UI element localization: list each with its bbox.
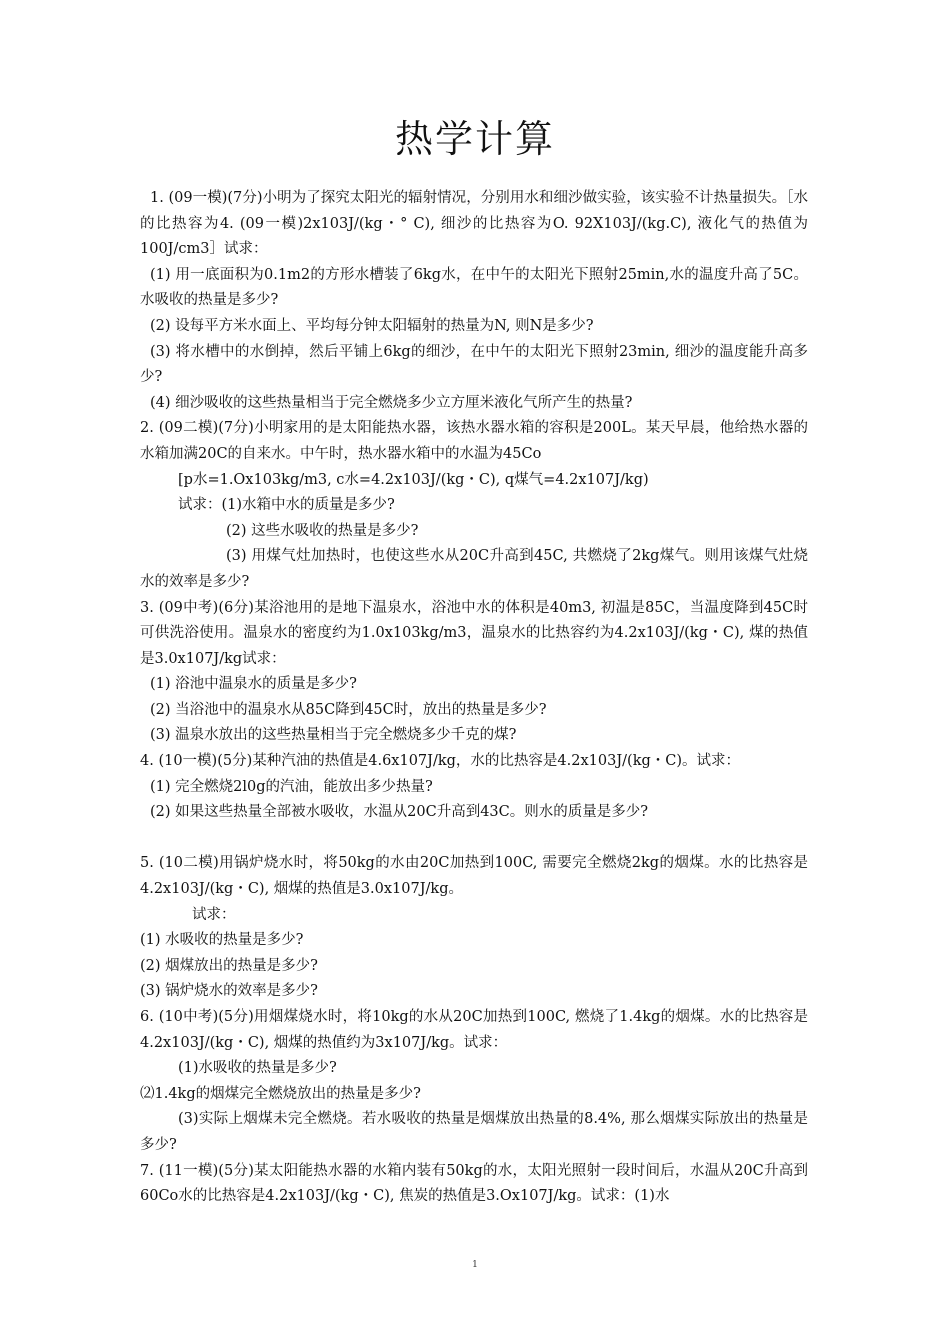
question-3-part-1: (1) 浴池中温泉水的质量是多少? [150,676,357,693]
question-1-part-2: (2) 设每平方米水面上、平均每分钟太阳辐射的热量为N, 则N是多少? [150,317,594,334]
question-2-stem: 2. (09二模)(7分)小明家用的是太阳能热水器，该热水器水箱的容积是200L。某天早晨，他给热水器的水箱加满20C的自来水。中午时，热水器水箱中的水温为45Co [140,420,808,462]
question-2-part-3: (3) 用煤气灶加热时，也使这些水从20C升高到45C, 共燃烧了2kg煤气。则用该煤气灶烧水的效率是多少? [140,548,808,590]
page-title: 热学计算 [394,117,555,161]
question-2-part-2: (2) 这些水吸收的热量是多少? [226,522,419,539]
question-5-prompt: 试求： [192,906,236,923]
question-1-part-1: (1) 用一底面积为0.1m2的方形水槽装了6kg水，在中午的太阳光下照射25min,水的温度升高了5C。水吸收的热量是多少? [140,266,808,309]
question-5-stem: 5. (10二模)用锅炉烧水时，将50kg的水由20C加热到100C, 需要完全燃烧2kg的烟煤。水的比热容是4.2x103J/(kg・C), 烟煤的热值是3.0x107J/kg。 [140,855,808,898]
question-5-part-1: (1) 水吸收的热量是多少? [140,932,304,949]
question-2-part-1: 试求：(1)水箱中水的质量是多少? [178,497,395,514]
question-5-part-3: (3) 锅炉烧水的效率是多少? [140,983,318,1000]
page-number: 1 [472,1260,478,1270]
document-body [140,186,808,1210]
question-3-part-3: (3) 温泉水放出的这些热量相当于完全燃烧多少千克的煤? [150,727,517,744]
question-6-part-1: (1)水吸收的热量是多少? [178,1060,337,1077]
question-1-part-3: (3) 将水槽中的水倒掉，然后平铺上6kg的细沙，在中午的太阳光下照射23min, 细沙的温度能升高多少? [140,343,808,386]
question-6-stem: 6. (10中考)(5分)用烟煤烧水时，将10kg的水从20C加热到100C, 燃烧了1.4kg的烟煤。水的比热容是4.2x103J/(kg・C), 烟煤的热值约为3x107J/kg。试求： [140,1009,808,1051]
question-5-part-2: (2) 烟煤放出的热量是多少? [140,957,318,974]
question-3-stem: 3. (09中考)(6分)某浴池用的是地下温泉水，浴池中水的体积是40m3, 初温是85C，当温度降到45C时可供洗浴使用。温泉水的密度约为1.0x103kg/m3，温泉水的比热容约为4.2x103J/(kg・C), 煤的热值是3.0x107J/kg试求： [140,599,808,667]
question-4-part-1: (1) 完全燃烧2l0g的汽油，能放出多少热量? [150,778,433,795]
question-6-part-2: ⑵1.4kg的烟煤完全燃烧放出的热量是多少? [140,1085,421,1102]
question-7-stem: 7. (11一模)(5分)某太阳能热水器的水箱内装有50kg的水，太阳光照射一段时间后，水温从20C升高到60Co水的比热容是4.2x103J/(kg・C), 焦炭的热值是3.Ox107J/kg。试求：(1)水 [140,1162,808,1205]
question-1-part-4: (4) 细沙吸收的这些热量相当于完全燃烧多少立方厘米液化气所产生的热量? [150,394,633,411]
paragraph-gap [140,826,808,852]
question-3-part-2: (2) 当浴池中的温泉水从85C降到45C时，放出的热量是多少? [150,701,547,718]
question-4-stem: 4. (10一模)(5分)某种汽油的热值是4.6x107J/kg，水的比热容是4.2x103J/(kg・C)。试求： [140,753,741,770]
question-4-part-2: (2) 如果这些热量全部被水吸收，水温从20C升高到43C。则水的质量是多少? [150,804,649,821]
question-1-stem: 1. (09一模)(7分)小明为了探究太阳光的辐射情况，分别用水和细沙做实验，该实验不计热量损失。［水的比热容为4. (09一模)2x103J/(kg・° C), 细沙的比热容为O. 92X103J/(kg.C), 液化气的热值为100J/cm3］试求： [140,190,808,258]
question-2-constants: [p水=1.Ox103kg/m3, c水=4.2x103J/(kg・C), q煤气=4.2x107J/kg) [178,471,649,488]
question-6-part-3: (3)实际上烟煤未完全燃烧。若水吸收的热量是烟煤放出热量的8.4%, 那么烟煤实际放出的热量是多少? [140,1111,808,1153]
